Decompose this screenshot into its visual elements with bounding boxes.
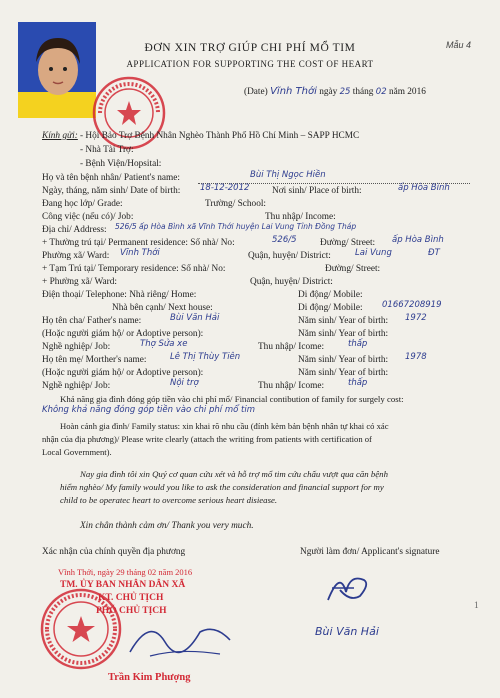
mother-label: Họ tên mẹ/ Morther's name: bbox=[42, 355, 147, 365]
guardian2-yob-label: Năm sinh/ Year of birth: bbox=[298, 368, 389, 378]
family-contrib-label: Khả năng gia đình đóng góp tiền vào chi phí mổ/ Financial contibution of family for surgely cost: bbox=[60, 394, 404, 404]
ward2-label: + Phường xã/ Ward: bbox=[42, 277, 117, 287]
committee-line2: KT. CHỦ TỊCH bbox=[98, 593, 164, 603]
ward-label: Phường xã/ Ward: bbox=[42, 251, 110, 261]
nextdoor-label: Nhà bên cạnh/ Next house: bbox=[112, 303, 213, 313]
family-status-line3: Local Government). bbox=[42, 447, 112, 457]
father-label: Họ tên cha/ Father's name: bbox=[42, 316, 142, 326]
page-mark: 1 bbox=[474, 601, 479, 611]
grade-label: Đang học lớp/ Grade: bbox=[42, 199, 123, 209]
permanent-street-value[interactable]: ấp Hòa Bình bbox=[392, 235, 444, 245]
father-value[interactable]: Bùi Văn Hải bbox=[170, 313, 220, 323]
title-vietnamese: ĐƠN XIN TRỢ GIÚP CHI PHÍ MỔ TIM bbox=[144, 42, 356, 54]
mother-value[interactable]: Lê Thị Thùy Tiên bbox=[170, 352, 241, 362]
recipient-sponsor: - Nhà Tài Trợ: bbox=[80, 145, 134, 155]
request-line1: Nay gia đình tôi xin Quý cơ quan cứu xét và hỗ trợ mổ tim cứu chấu vượt qua căn bệnh bbox=[80, 469, 388, 479]
district-value[interactable]: Lai Vung bbox=[355, 248, 392, 258]
guardian2-label: (Hoặc người giám hộ/ or Adoptive person): bbox=[42, 368, 204, 378]
province-value[interactable]: ĐT bbox=[428, 248, 440, 258]
guardian1-label: (Hoặc người giám hộ/ or Adoptive person): bbox=[42, 329, 204, 339]
dob-value[interactable]: 18-12-2012 bbox=[200, 183, 250, 193]
kinh-gui-label: Kính gửi: bbox=[42, 131, 78, 141]
father-job-label: Nghề nghiệp/ Job: bbox=[42, 342, 111, 352]
patient-name-value[interactable]: Bùi Thị Ngọc Hiền bbox=[250, 170, 326, 180]
patient-name-label: Họ và tên bệnh nhân/ Patient's name: bbox=[42, 173, 180, 183]
date-line: (Date) Vĩnh Thới ngày 25 tháng 02 năm 2016 bbox=[244, 86, 426, 97]
mother-income-value[interactable]: thấp bbox=[348, 378, 368, 388]
father-yob-label: Năm sinh/ Year of birth: bbox=[298, 316, 389, 326]
official-signature bbox=[120, 612, 240, 669]
phone-mobile-label: Di động/ Mobile: bbox=[298, 290, 363, 300]
request-line2: hiểm nghèo/ My family would you like to ask the consideration and financial support for my bbox=[60, 482, 384, 492]
title-english: APPLICATION FOR SUPPORTING THE COST OF HEART bbox=[126, 59, 374, 69]
bottom-stamp bbox=[40, 588, 122, 670]
pob-label: Nơi sinh/ Place of birth: bbox=[272, 186, 362, 196]
address-label: Địa chỉ/ Address: bbox=[42, 225, 107, 235]
family-status-line2: nhận của địa phương)/ Please write clearly (attach the writing from patients with certification of bbox=[42, 434, 372, 444]
mother-yob-label: Năm sinh/ Year of birth: bbox=[298, 355, 389, 365]
permanent-street-label: Đường/ Street: bbox=[320, 238, 376, 248]
ward-value[interactable]: Vĩnh Thới bbox=[120, 248, 160, 258]
official-name: Trần Kim Phượng bbox=[108, 672, 191, 683]
form-number: Mẫu 4 bbox=[446, 40, 472, 50]
temporary-label: + Tạm Trú tại/ Temporary residence: Số nhà/ No: bbox=[42, 264, 226, 274]
local-date: Vĩnh Thới, ngày 29 tháng 02 năm 2016 bbox=[58, 567, 193, 577]
pob-value[interactable]: ấp Hòa Bình bbox=[398, 183, 450, 193]
temporary-street-label: Đường/ Street: bbox=[325, 264, 381, 274]
nextdoor-mobile-value[interactable]: 01667208919 bbox=[382, 300, 442, 310]
applicant-name: Bùi Văn Hải bbox=[315, 625, 379, 638]
local-gov-label: Xác nhận của chính quyền địa phương bbox=[42, 547, 186, 557]
father-yob-value[interactable]: 1972 bbox=[405, 313, 427, 323]
job-label: Công việc (nếu có)/ Job: bbox=[42, 212, 134, 222]
school-label: Trường/ School: bbox=[205, 199, 267, 209]
phone-label: Điện thoại/ Telephone: Nhà riêng/ Home: bbox=[42, 290, 197, 300]
mother-income-label: Thu nhập/ Icome: bbox=[258, 381, 325, 391]
committee-line1: TM. ỦY BAN NHÂN DÂN XÃ bbox=[60, 580, 186, 590]
dob-label: Ngày, tháng, năm sinh/ Date of birth: bbox=[42, 186, 181, 196]
mother-job-label: Nghề nghiệp/ Job: bbox=[42, 381, 111, 391]
district-label: Quận, huyện/ District: bbox=[248, 251, 331, 261]
applicant-signature-label: Người làm đơn/ Applicant's signature bbox=[300, 547, 440, 557]
guardian1-yob-label: Năm sinh/ Year of birth: bbox=[298, 329, 389, 339]
recipient-hospital: - Bệnh Viện/Hopsital: bbox=[80, 159, 162, 169]
nextdoor-mobile-label: Di động/ Mobile: bbox=[298, 303, 363, 313]
patient-photo bbox=[18, 22, 96, 118]
permanent-label: + Thường trú tại/ Permanent residence: Số nhà/ No: bbox=[42, 238, 235, 248]
family-status-line1: Hoàn cảnh gia đình/ Family status: xin khai rõ nhu cầu (đính kèm bản bệnh nhân tự khai có xác bbox=[60, 421, 389, 431]
income-label: Thu nhập/ Income: bbox=[265, 212, 336, 222]
mother-job-value[interactable]: Nội trợ bbox=[170, 378, 199, 388]
district2-label: Quận, huyện/ District: bbox=[250, 277, 333, 287]
recipient-org: - Hội Bảo Trợ Bệnh Nhân Nghèo Thành Phố Hồ Chí Minh – SAPP HCMC bbox=[80, 131, 360, 141]
permanent-no-value[interactable]: 526/5 bbox=[272, 235, 297, 245]
address-value[interactable]: 526/5 ấp Hòa Bình xã Vĩnh Thới huyện Lai Vung Tỉnh Đồng Tháp bbox=[115, 222, 357, 231]
applicant-signature bbox=[320, 566, 380, 611]
request-line3: child to be operatec heart to overcome serious heart disiease. bbox=[60, 495, 278, 505]
father-income-value[interactable]: thấp bbox=[348, 339, 368, 349]
mother-yob-value[interactable]: 1978 bbox=[405, 352, 427, 362]
father-job-value[interactable]: Thợ Sửa xe bbox=[140, 339, 188, 349]
father-income-label: Thu nhập/ Icome: bbox=[258, 342, 325, 352]
committee-line3: PHÓ CHỦ TỊCH bbox=[96, 606, 167, 616]
family-contrib-value[interactable]: Không khả năng đóng góp tiền vào chi phí mổ tim bbox=[42, 405, 256, 415]
thanks-text: Xin chân thành cảm ơn/ Thank you very much. bbox=[80, 521, 254, 531]
